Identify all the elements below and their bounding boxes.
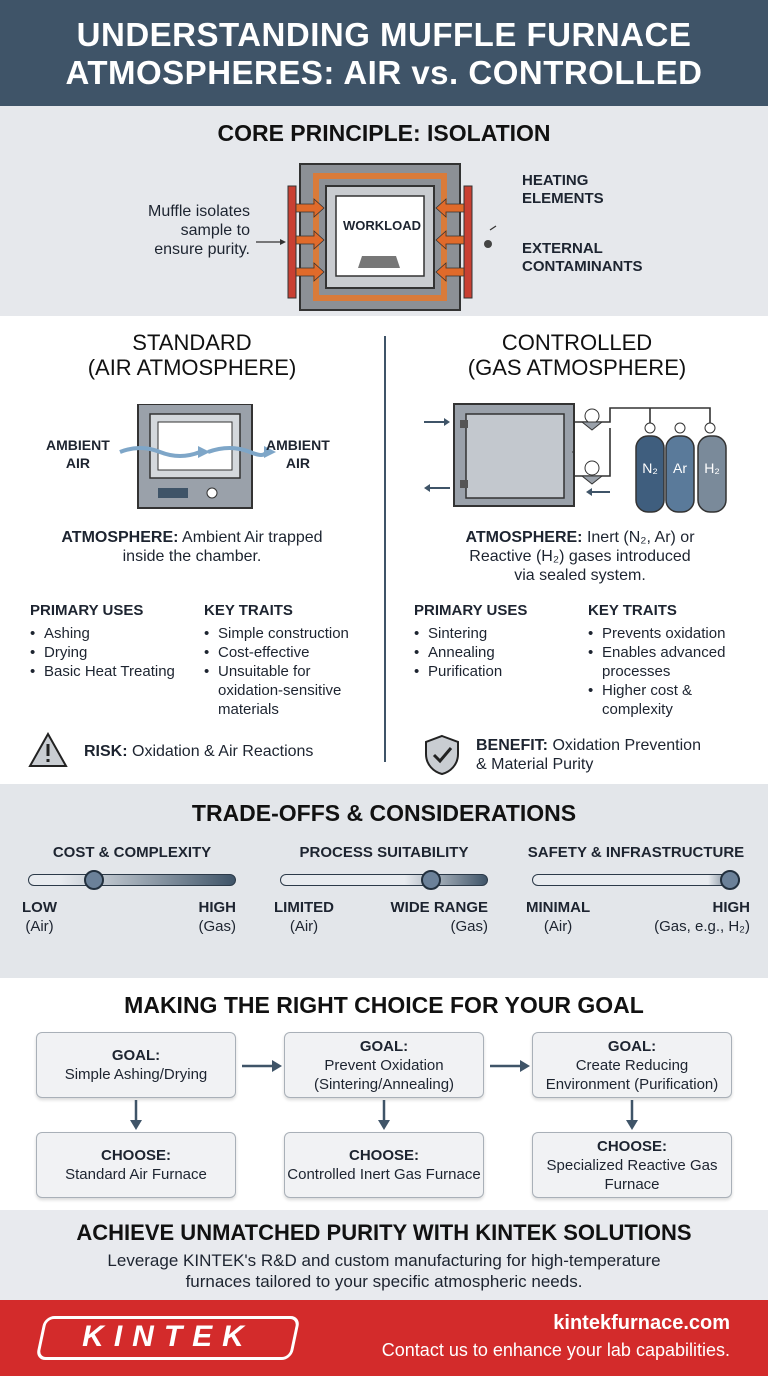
- footer-banner: [0, 1300, 768, 1376]
- list-item: • Cost-effective: [204, 643, 374, 662]
- header-banner: [0, 0, 768, 106]
- controlled-traits-list: [588, 624, 758, 719]
- choice-title: MAKING THE RIGHT CHOICE FOR YOUR GOAL: [124, 992, 644, 1018]
- cta-body: Leverage KINTEK's R&D and custom manufacturing for high-temperature furnaces tailored to your specific atmospheric needs.: [107, 1251, 661, 1291]
- right-arrow-icon: [240, 1058, 284, 1074]
- tradeoff-slider-knob: [84, 870, 104, 890]
- muffle-note: Muffle isolates sample to ensure purity.: [148, 203, 250, 258]
- tradeoff-high-label: HIGH (Gas): [198, 899, 236, 935]
- down-arrow-icon: [624, 1098, 640, 1132]
- footer-tagline: Contact us to enhance your lab capabilities.: [381, 1340, 730, 1360]
- benefit-text: BENEFIT: Oxidation Prevention & Material Purity: [476, 737, 701, 773]
- workload-label: WORKLOAD: [343, 218, 421, 233]
- tradeoff-low-label: MINIMAL (Air): [526, 899, 591, 935]
- controlled-title: CONTROLLED (GAS ATMOSPHERE): [467, 330, 687, 380]
- list-item: • Purification: [414, 662, 574, 681]
- tradeoff-slider-track: [532, 874, 740, 886]
- goal-box: GOAL: Simple Ashing/Drying: [36, 1032, 236, 1098]
- kintek-logo: KINTEK: [82, 1320, 254, 1353]
- controlled-uses-title: PRIMARY USES: [414, 602, 528, 619]
- tradeoff-high-label: HIGH (Gas, e.g., H₂): [654, 899, 750, 935]
- goal-box: GOAL: Create Reducing Environment (Purification): [532, 1032, 732, 1098]
- warning-icon: [28, 732, 68, 768]
- controlled-traits-title: KEY TRAITS: [588, 602, 677, 619]
- tradeoff-label: SAFETY & INFRASTRUCTURE: [527, 844, 745, 861]
- standard-title: STANDARD (AIR ATMOSPHERE): [87, 330, 297, 380]
- gas-ar-label: Ar: [673, 460, 687, 476]
- controlled-uses-list: [414, 624, 574, 681]
- ambient-air-left: AMBIENT AIR: [46, 437, 110, 471]
- list-item: • Simple construction: [204, 624, 374, 643]
- choose-box: CHOOSE: Specialized Reactive Gas Furnace: [532, 1132, 732, 1198]
- muffle-diagram: [250, 156, 500, 316]
- down-arrow-icon: [376, 1098, 392, 1132]
- ambient-air-right: AMBIENT AIR: [266, 437, 330, 471]
- external-contaminants-label: EXTERNAL CONTAMINANTS: [522, 240, 643, 275]
- list-item: • Prevents oxidation: [588, 624, 758, 643]
- goal-box: GOAL: Prevent Oxidation (Sintering/Annealing): [284, 1032, 484, 1098]
- column-divider: [384, 336, 386, 762]
- tradeoff-label: COST & COMPLEXITY: [52, 844, 212, 861]
- tradeoff-slider-track: [280, 874, 488, 886]
- comparison-section: [0, 316, 768, 784]
- core-principle-section: [0, 106, 768, 316]
- header-title-line1: UNDERSTANDING MUFFLE FURNACE: [76, 16, 692, 53]
- tradeoff-low-label: LIMITED (Air): [274, 899, 334, 935]
- controlled-atmosphere-text: ATMOSPHERE: Inert (N₂, Ar) or Reactive (H₂) gases introduced via sealed system.: [465, 529, 695, 584]
- cta-title: ACHIEVE UNMATCHED PURITY WITH KINTEK SOLUTIONS: [76, 1220, 692, 1245]
- tradeoff-slider-knob: [421, 870, 441, 890]
- standard-uses-list: [30, 624, 200, 681]
- choose-box: CHOOSE: Controlled Inert Gas Furnace: [284, 1132, 484, 1198]
- tradeoff-slider-track: [28, 874, 236, 886]
- risk-text: RISK: Oxidation & Air Reactions: [84, 743, 314, 760]
- core-title: CORE PRINCIPLE: ISOLATION: [217, 120, 551, 146]
- heating-elements-label: HEATING ELEMENTS: [522, 172, 604, 207]
- list-item: • Enables advanced processes: [588, 643, 758, 681]
- right-arrow-icon: [488, 1058, 532, 1074]
- down-arrow-icon: [128, 1098, 144, 1132]
- cta-section: [0, 1210, 768, 1300]
- shield-check-icon: [422, 734, 462, 776]
- standard-traits-title: KEY TRAITS: [204, 602, 293, 619]
- gas-n2-label: N₂: [642, 460, 658, 476]
- choose-box: CHOOSE: Standard Air Furnace: [36, 1132, 236, 1198]
- list-item: • Higher cost & complexity: [588, 681, 758, 719]
- list-item: • Basic Heat Treating: [30, 662, 200, 681]
- list-item: • Annealing: [414, 643, 574, 662]
- standard-uses-title: PRIMARY USES: [30, 602, 144, 619]
- tradeoffs-section: [0, 784, 768, 978]
- tradeoff-high-label: WIDE RANGE (Gas): [390, 899, 488, 935]
- choice-section: [0, 978, 768, 1210]
- list-item: • Unsuitable for oxidation-sensitive materials: [204, 662, 374, 719]
- tradeoff-slider-knob: [720, 870, 740, 890]
- list-item: • Drying: [30, 643, 200, 662]
- tradeoff-label: PROCESS SUITABILITY: [299, 844, 469, 861]
- tradeoffs-title: TRADE-OFFS & CONSIDERATIONS: [191, 800, 577, 826]
- standard-traits-list: [204, 624, 374, 719]
- gas-furnace-icon: [420, 398, 760, 514]
- gas-h2-label: H₂: [704, 460, 720, 476]
- list-item: • Sintering: [414, 624, 574, 643]
- tradeoff-low-label: LOW (Air): [22, 899, 57, 935]
- list-item: • Ashing: [30, 624, 200, 643]
- footer-url[interactable]: kintekfurnace.com: [553, 1312, 730, 1334]
- standard-atmosphere-text: ATMOSPHERE: Ambient Air trapped inside the chamber.: [61, 529, 323, 565]
- header-title-line2: ATMOSPHERES: AIR vs. CONTROLLED: [65, 54, 703, 91]
